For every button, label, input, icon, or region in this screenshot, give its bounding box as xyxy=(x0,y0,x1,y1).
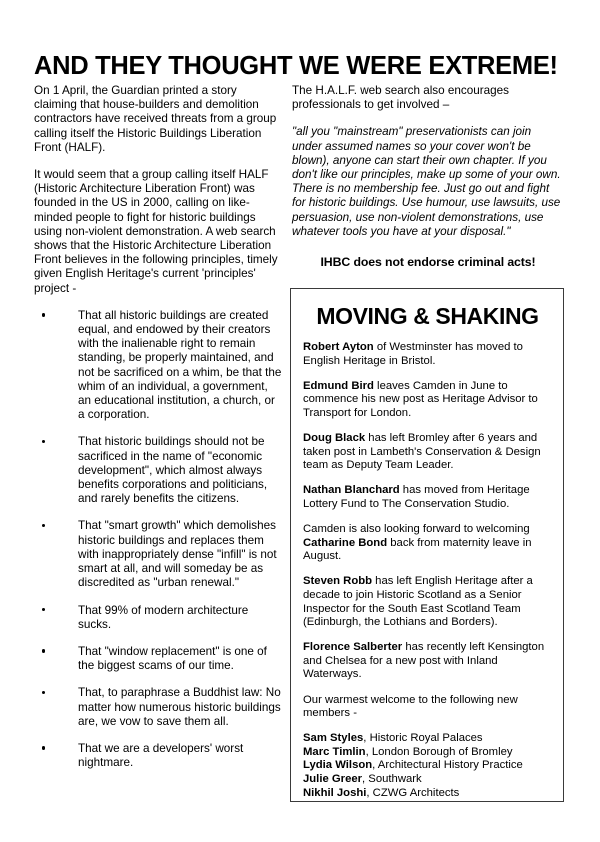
entry-edmund-bird xyxy=(303,380,552,421)
entry-name: Nathan Blanchard xyxy=(303,484,400,497)
list-item xyxy=(34,309,282,423)
list-item xyxy=(34,686,282,729)
entry-robert-ayton xyxy=(303,341,552,368)
bullet-dot-icon xyxy=(42,608,45,611)
entry-name: Catharine Bond xyxy=(303,536,388,549)
entry-name: Florence Salberter xyxy=(303,641,403,654)
list-item-text: That 99% of modern architecture sucks. xyxy=(78,603,249,631)
list-item-text: That we are a developers' worst nightmare. xyxy=(78,741,244,770)
left-column xyxy=(34,84,282,783)
list-item xyxy=(303,732,552,746)
member-name: Nikhil Joshi xyxy=(303,786,367,799)
member-name: Julie Greer xyxy=(303,772,363,785)
member-org: , Historic Royal Palaces xyxy=(363,732,483,745)
right-column xyxy=(292,84,564,269)
list-item-text: That "smart growth" which demolishes historic buildings and replaces them with inappropriately dense "infill" is not smart at all, and will someday be as discredited as "urban renewal." xyxy=(78,519,277,590)
list-item xyxy=(34,645,282,673)
member-org: , Architectural History Practice xyxy=(372,759,523,772)
member-name: Marc Timlin xyxy=(303,745,366,758)
entry-florence-salberter xyxy=(303,641,552,682)
moving-and-shaking-body xyxy=(303,341,552,800)
moving-and-shaking-box xyxy=(290,288,564,802)
entry-doug-black xyxy=(303,432,552,473)
entry-text: has moved from Heritage Lottery Fund to The Conservation Studio. xyxy=(303,484,530,510)
list-item xyxy=(34,435,282,506)
new-members-intro: Our warmest welcome to the following new members - xyxy=(303,693,518,720)
entry-text: leaves Camden in June to commence his new post as Heritage Advisor to Transport for London. xyxy=(303,379,538,420)
new-members-list xyxy=(303,732,552,800)
bullet-dot-icon xyxy=(42,313,45,316)
entry-text: has left Bromley after 6 years and taken post in Lambeth's Conservation & Design team as Deputy Team Leader. xyxy=(303,432,541,472)
list-item-text: That historic buildings should not be sacrificed in the name of "economic development", which almost always benefits corporations and politicians, and rarely benefits the citizens. xyxy=(78,435,268,506)
entry-text: has left English Heritage after a decade to join Historic Scotland as a Senior Inspector for the South East Scotland Team (Edinburgh, the Lothians and Borders). xyxy=(303,575,533,629)
entry-name: Doug Black xyxy=(303,432,366,445)
bullet-dot-icon xyxy=(42,440,45,443)
bullet-dot-icon xyxy=(42,691,45,694)
member-org: , London Borough of Bromley xyxy=(365,745,513,758)
page-title: AND THEY THOUGHT WE WERE EXTREME! xyxy=(34,52,558,81)
entry-text: back from maternity leave in August. xyxy=(303,536,532,563)
entry-name: Edmund Bird xyxy=(303,379,374,392)
list-item-text: That, to paraphrase a Buddhist law: No matter how numerous historic buildings are, we vow to save them all. xyxy=(78,686,281,728)
list-item xyxy=(303,773,552,787)
right-intro-paragraph: The H.A.L.F. web search also encourages professionals to get involved – xyxy=(292,84,509,112)
list-item-text: That "window replacement" is one of the biggest scams of our time. xyxy=(78,644,267,673)
entry-name: Steven Robb xyxy=(303,575,373,588)
bullet-dot-icon xyxy=(42,649,45,652)
bullet-dot-icon xyxy=(42,746,45,749)
left-paragraph-1: On 1 April, the Guardian printed a story claiming that house-builders and demolition contractors have received threats from a group calling itself the Historic Buildings Liberation Front (HALF). xyxy=(34,84,277,154)
entry-name: Robert Ayton xyxy=(303,341,374,354)
disclaimer-line: IHBC does not endorse criminal acts! xyxy=(320,255,536,270)
list-item xyxy=(34,742,282,770)
left-paragraph-2: It would seem that a group calling itself HALF (Historic Architecture Liberation Front) was founded in the US in 2000, calling on like-minded people to fight for historic buildings using non-violent demonstration. A web search shows that the Historic Architecture Liberation Front believes in the following principles, timely given English Heritage's current 'principles' project - xyxy=(34,168,278,295)
entry-catharine-bond xyxy=(303,523,552,564)
bullet-dot-icon xyxy=(42,524,45,527)
entry-text: has recently left Kensington and Chelsea for a new post with Inland Waterways. xyxy=(303,641,545,681)
list-item xyxy=(303,787,552,801)
half-quote: "all you "mainstream" preservationists can join under assumed names so your cover won't be blown), anyone can start their own chapter. If you don't like our principles, make up some of your own. There is no membership fee. Just go out and fight for historic buildings. Use humour, use lawsuits, use persuasion, use non-violent demonstrations, use whatever tools you have at your disposal." xyxy=(292,125,561,238)
moving-and-shaking-title: MOVING & SHAKING xyxy=(316,303,539,329)
member-org: , CZWG Architects xyxy=(366,786,460,799)
list-item xyxy=(303,759,552,773)
list-item xyxy=(303,746,552,760)
list-item xyxy=(34,519,282,590)
list-item-text: That all historic buildings are created equal, and endowed by their creators with the inalienable right to remain standing, be properly maintained, and not be sacrificed on a whim, be that the whim of an individual, a government, an educational institution, a church, or a corporation. xyxy=(78,308,282,422)
entry-steven-robb xyxy=(303,575,552,629)
member-name: Lydia Wilson xyxy=(303,759,373,772)
member-org: , Southwark xyxy=(362,772,422,785)
entry-nathan-blanchard xyxy=(303,484,552,511)
member-name: Sam Styles xyxy=(303,732,364,745)
entry-text: of Westminster has moved to English Heritage in Bristol. xyxy=(303,341,523,367)
principles-list xyxy=(34,309,282,770)
list-item xyxy=(34,604,282,632)
entry-prefix: Camden is also looking forward to welcoming xyxy=(303,523,530,536)
